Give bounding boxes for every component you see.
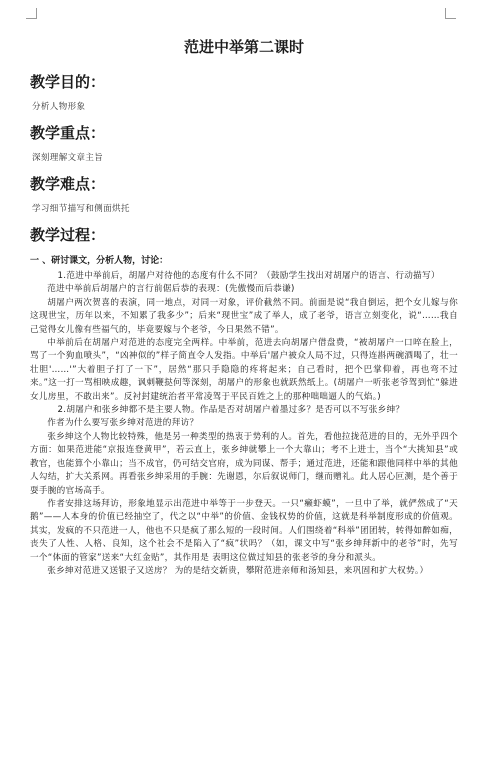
paragraph: 2.胡屠户和张乡绅都不是主要人物。作品是否对胡屠户着墨过多？是否可以不写张乡绅？: [57, 405, 405, 416]
document-body: [30, 36, 458, 578]
paragraph: 胡屠户两次贺喜的表演，同一地点，对同一对象，评价截然不同。前面是说“我自倒运，把个女儿嫁与你这现世宝，历年以来，不知累了我多少”；后来“现世宝”成了举人，成了老爷，语言立刻变化，说“……我自己觉得女儿像有些福气的，毕竟要嫁与个老爷，今日果然不错”。: [30, 297, 458, 335]
paragraph: 1.范进中举前后，胡屠户对待他的态度有什么不同？（鼓励学生找出对胡屠户的语言、行动描写）: [57, 271, 440, 281]
process-heading: 教学过程：: [30, 226, 106, 244]
section-heading: 一 、研讨课文，分析人物，讨论：: [30, 256, 169, 266]
paragraph: 中举前后在胡屠户对范进的态度完全两样。中举前，范进去向胡屠户借盘费，“被胡屠户一口啐在脸上，骂了一个狗血喷头”，“凶神似的”样子简直令人发指。中举后'屠户被众人局不过，只得连斟两碗酒喝了，壮一壮胆'……'”大着胆子打了一下”，居然“那只手隐隐的疼将起来；自己看时，把个巴掌仰着，再也弯不过来。”这一打一骂相映成趣，讽刺鞭挞何等深刻，胡屠户的形象也就跃然纸上。(胡屠户一听张老爷驾到忙“躲进女儿房里，不敢出来”。反衬封建统治者平常凌驾于平民百姓之上的那种咄咄逼人的气焰。): [30, 338, 458, 402]
difficulty-heading: 教学难点：: [30, 175, 106, 193]
key-point-heading: 教学重点：: [30, 124, 106, 142]
paragraph: 范进中举前后胡屠户的言行前倨后恭的表现：(先傲慢而后恭谦): [47, 284, 295, 295]
paragraph: 作者为什么要写张乡绅对范进的拜访？: [47, 418, 199, 429]
key-point-text: 深刻理解文章主旨: [32, 153, 104, 163]
paragraph: 作者安排这场拜访，形象地显示出范进中举等于一步登天。一只“癞虾蟆”，一旦中了举，就俨然成了“天鹅”——人本身的价值已经抽空了，代之以“中举”的价值、金钱权势的价值，这就是科举制度形成的价值观。其实，发疯的不只范进一人，他也不只是疯了那么短的一段时间。人们围绕着“科举”团团转，转得如醉如痴，丧失了人性、人格、良知，这个社会不是陷入了“疯”状吗？（如，课文中写“张乡绅拜新中的老爷”时，先写一个“体面的管家”送来“大红金贴”，其作用是 表明这位做过知县的张老爷的身分和派头。: [30, 498, 458, 563]
difficulty-text: 学习细节描写和侧面烘托: [32, 204, 130, 214]
goal-heading: 教学目的：: [30, 73, 106, 91]
document-title: 范进中举第二课时: [183, 38, 304, 56]
goal-text: 分析人物形象: [32, 102, 86, 112]
paragraph: 张乡绅这个人物比较特殊，他是另一种类型的热衷于势利的人。首先，看他拉拢范进的目的，无外乎四个方面：如果范进能“京报连登黄甲”，若云直上，张乡绅就攀上一个大靠山；考不上进士，当个“大挑知县”或教官，也能算个小靠山；当不成官，仍可结交官府，成为同谋、帮手；通过范进，还能和跟他同样中举的其他人勾结，扩大关系网。再看张乡绅采用的手腕：先谢恩，尔后叙说师门，继而赠礼。此人居心叵测，是个善于耍手腕的官场高手。: [30, 431, 458, 496]
paragraph: 张乡绅对范进又送银子又送房？ 为的是结交新贵，攀附范进亲师和汤知县，来巩固和扩大权势。）: [47, 565, 429, 576]
page-corner-mark-left: [26, 8, 37, 19]
page-corner-mark-right: [445, 8, 456, 19]
